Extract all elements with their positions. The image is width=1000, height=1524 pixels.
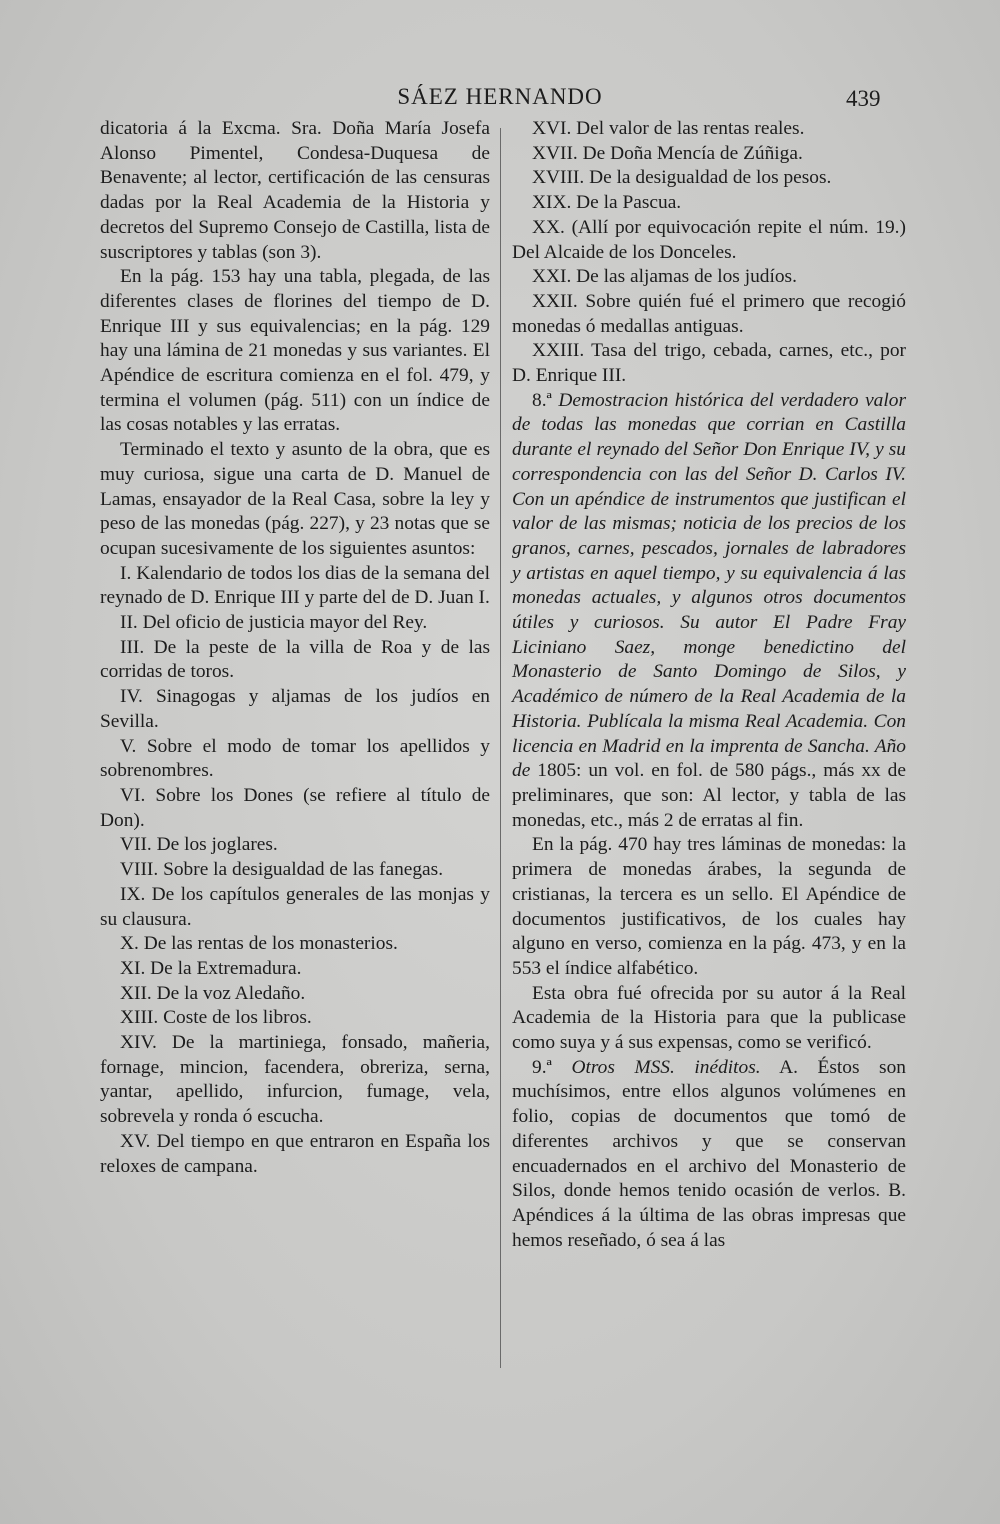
entry-title: Otros MSS. inéditos. <box>571 1056 761 1078</box>
paragraph: En la pág. 153 hay una tabla, plegada, de las diferentes clases de florines del tiempo de D. Enrique III y sus equivalencias; en la pág. 129 hay una lámina de 21 monedas y sus variantes. El Apéndice de escritura comienza en el fol. 479, y termina el volumen (pág. 511) con un índice de las cosas notables y las erratas. <box>100 266 490 436</box>
paragraph: Esta obra fué ofrecida por su autor á la Real Academia de la Historia para que la publicase como suya y á sus expensas, como se verificó. <box>512 982 906 1054</box>
list-item: X. De las rentas de los monasterios. <box>120 933 398 955</box>
list-item: II. Del oficio de justicia mayor del Rey. <box>120 612 428 634</box>
running-head: SÁEZ HERNANDO <box>397 84 603 109</box>
list-item: XVIII. De la desigualdad de los pesos. <box>532 167 832 189</box>
list-item: I. Kalendario de todos los dias de la semana del reynado de D. Enrique III y parte del de D. Juan I. <box>100 562 490 609</box>
paragraph: dicatoria á la Excma. Sra. Doña María Josefa Alonso Pimentel, Condesa-Duquesa de Benavente; al lector, certificación de las censuras dadas por la Real Academia de la Historia y decretos del Supremo Consejo de Castilla, lista de suscriptores y tablas (son 3). <box>100 118 490 263</box>
list-item: XII. De la voz Aledaño. <box>120 982 306 1004</box>
left-column <box>100 117 490 1179</box>
list-item: XXIII. Tasa del trigo, cebada, carnes, etc., por D. Enrique III. <box>512 340 906 387</box>
list-item: IV. Sinagogas y aljamas de los judíos en Sevilla. <box>100 686 490 732</box>
page-number: 439 <box>846 86 881 111</box>
paragraph: En la pág. 470 hay tres láminas de monedas: la primera de monedas árabes, la segunda de cristianas, la tercera es un sello. El Apéndice de documentos justificativos, de los cuales hay alguno en verso, comienza en la pág. 473, y en la 553 el índice alfabético. <box>512 834 906 979</box>
right-column <box>512 117 906 1253</box>
list-item: XIX. De la Pascua. <box>532 192 682 214</box>
list-item: XV. Del tiempo en que entraron en España los reloxes de campana. <box>100 1130 490 1177</box>
list-item: V. Sobre el modo de tomar los apellidos y sobrenombres. <box>100 735 490 782</box>
entry-details: 1805: un vol. en fol. de 580 págs., más xx de preliminares, que son: Al lector, y tabla de las monedas, etc., más 2 de erratas al fin. <box>512 760 906 831</box>
list-item: XIII. Coste de los libros. <box>120 1007 312 1029</box>
list-item: XX. (Allí por equivocación repite el núm. 19.) Del Alcaide de los Donceles. <box>512 216 906 263</box>
list-item: XIV. De la martiniega, fonsado, mañeria, fornage, mincion, facendera, obreriza, serna, yantar, apellido, infurcion, fumage, vela, sobrevela y ronda ó escucha. <box>100 1032 490 1128</box>
entry-number: 8.ª <box>532 389 552 411</box>
bibliographic-entry <box>512 1056 906 1254</box>
entry-details: A. Éstos son muchísimos, entre ellos algunos volúmenes en folio, copias de documentos que tomó de diferentes archivos y que se conservan encuadernados en el archivo del Monasterio de Silos, donde hemos tenido ocasión de verlos. B. Apéndices á la última de las obras impresas que hemos reseñado, ó sea á las <box>512 1056 906 1251</box>
list-item: VII. De los joglares. <box>120 834 278 856</box>
list-item: VI. Sobre los Dones (se refiere al título de Don). <box>100 784 490 831</box>
bibliographic-entry <box>512 389 906 834</box>
list-item: IX. De los capítulos generales de las monjas y su clausura. <box>100 883 490 930</box>
list-item: XI. De la Extremadura. <box>120 957 302 979</box>
list-item: VIII. Sobre la desigualdad de las fanegas. <box>120 859 444 881</box>
list-item: XVI. Del valor de las rentas reales. <box>532 118 805 139</box>
list-item: XXII. Sobre quién fué el primero que recogió monedas ó medallas antiguas. <box>512 290 906 337</box>
column-rule <box>500 128 501 1368</box>
list-item: XVII. De Doña Mencía de Zúñiga. <box>532 142 803 164</box>
list-item: XXI. De las aljamas de los judíos. <box>532 266 797 288</box>
paragraph: Terminado el texto y asunto de la obra, que es muy curiosa, sigue una carta de D. Manuel de Lamas, ensayador de la Real Casa, sobre la ley y peso de las monedas (pág. 227), y 23 notas que se ocupan sucesivamente de los siguientes asuntos: <box>100 439 490 559</box>
list-item: III. De la peste de la villa de Roa y de las corridas de toros. <box>100 636 490 683</box>
entry-number: 9.ª <box>532 1056 552 1078</box>
entry-title: Demostracion histórica del verdadero valor de todas las monedas que corrian en Castilla durante el reynado del Señor Don Enrique IV, y su correspondencia con las del Señor D. Carlos IV. Con un apéndice de instrumentos que justifican el valor de las mismas; noticia de los precios de los granos, carnes, pescados, jornales de labradores y artistas en aquel tiempo, y su equivalencia á las monedas actuales, y algunos otros documentos útiles y curiosos. Su autor El Padre Fray Liciniano Saez, monge benedictino del Monasterio de Santo Domingo de Silos, y Académico de número de la Real Academia de la Historia. Publícala la misma Real Academia. Con licencia en Madrid en la imprenta de Sancha. Año de <box>512 389 906 782</box>
